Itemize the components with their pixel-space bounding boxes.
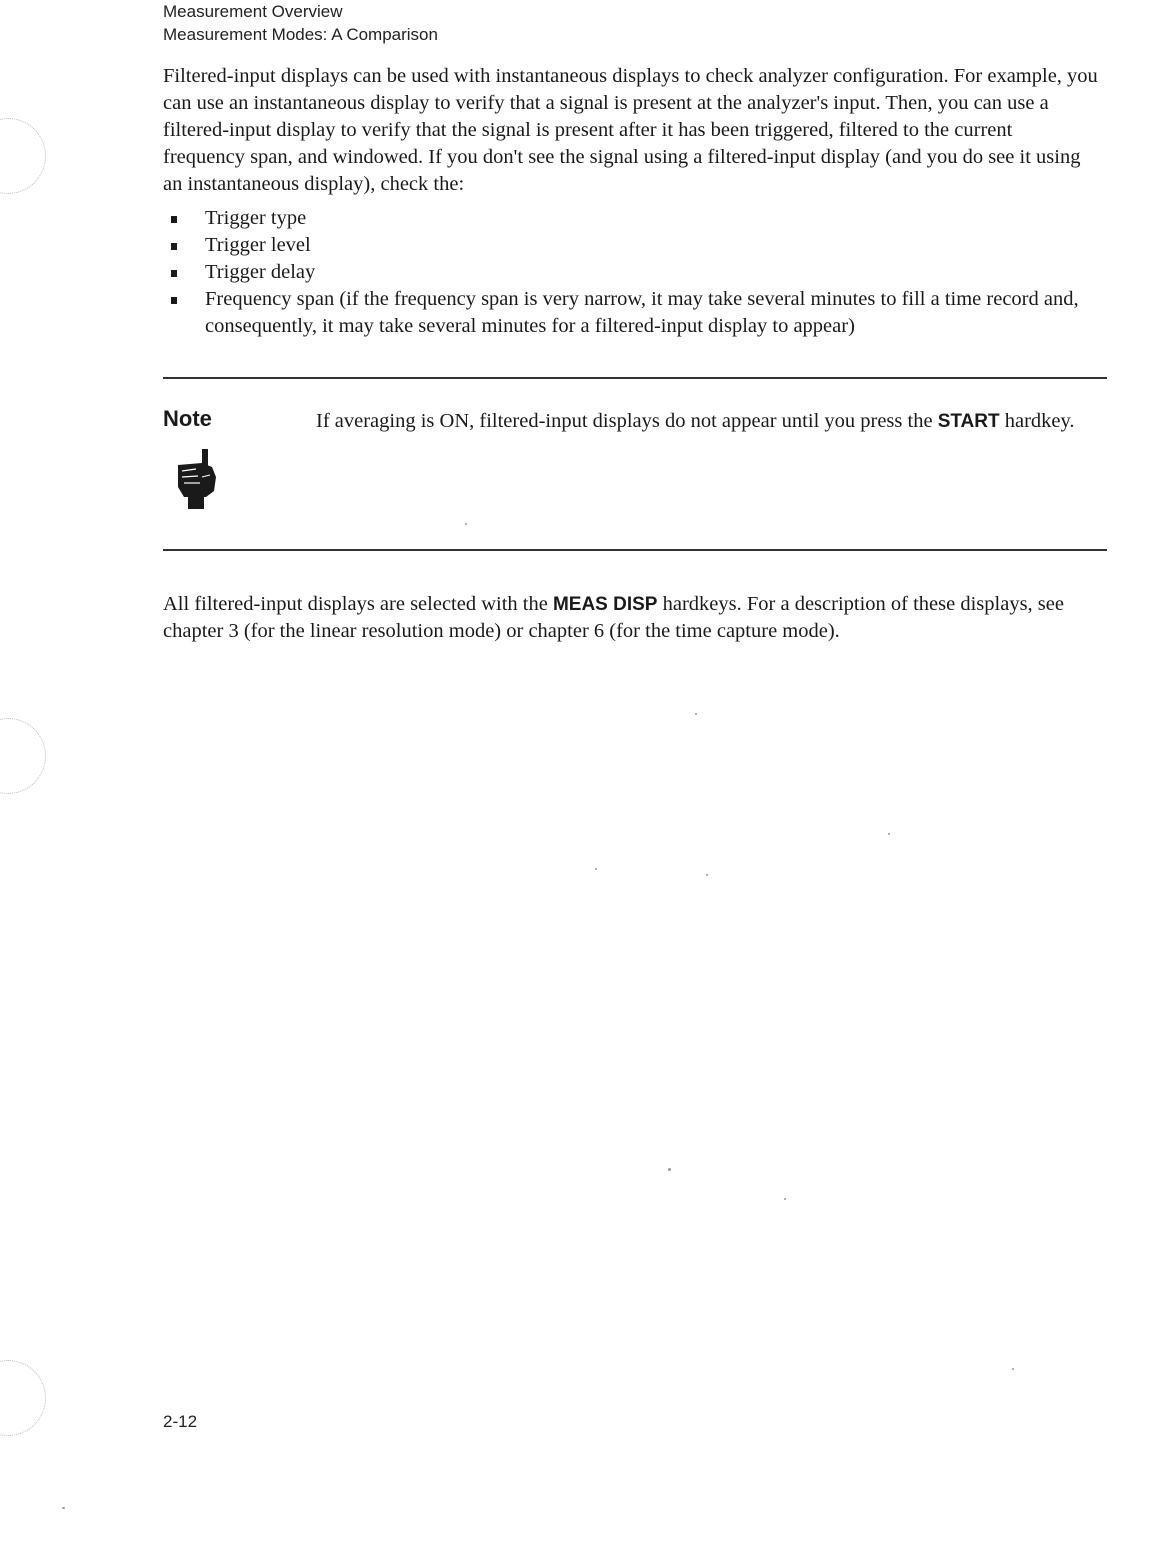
list-item-text: Trigger delay	[205, 261, 316, 283]
header-chapter-title: Measurement Overview	[163, 2, 343, 21]
selection-text-after: hardkeys. For a description of these displays, see chapter 3 (for the linear resolution mode) or chapter 6 (for the time capture mode).	[163, 593, 1064, 642]
square-bullet-icon	[171, 243, 177, 250]
scan-speck	[888, 833, 890, 835]
scan-speck	[706, 874, 708, 876]
list-item-text: Frequency span (if the frequency span is very narrow, it may take several minutes to fill a time record and, consequently, it may take several minutes for a filtered-input display to appear)	[205, 288, 1079, 337]
note-text-before: If averaging is ON, filtered-input displays do not appear until you press the	[316, 410, 938, 432]
list-item	[163, 232, 1098, 259]
punch-hole-middle	[0, 718, 46, 794]
note-bottom-divider	[163, 549, 1107, 551]
start-hardkey-label: START	[937, 411, 1000, 432]
header-section-title: Measurement Modes: A Comparison	[163, 25, 438, 44]
list-item	[163, 259, 1098, 286]
note-text-after: hardkey.	[999, 410, 1075, 432]
scan-speck	[595, 868, 597, 870]
note-top-divider	[163, 377, 1107, 379]
selection-paragraph	[163, 591, 1098, 645]
running-header	[163, 0, 438, 46]
square-bullet-icon	[171, 297, 177, 304]
punch-hole-top	[0, 118, 46, 194]
page-number: 2-12	[163, 1412, 198, 1431]
selection-text-before: All filtered-input displays are selected with the	[163, 593, 553, 615]
scan-speck	[62, 1507, 65, 1509]
check-list	[163, 205, 1098, 340]
meas-disp-hardkey-label: MEAS DISP	[552, 594, 658, 615]
intro-paragraph: Filtered-input displays can be used with instantaneous displays to check analyzer configuration. For example, you can use an instantaneous display to verify that a signal is present at the analyzer's input. Then, you can use a filtered-input display to verify that the signal is present after it has been triggered, filtered to the current frequency span, and windowed. If you don't see the signal using a filtered-input display (and you do see it using an instantaneous display), check the:	[163, 65, 1098, 195]
scan-speck	[1012, 1368, 1014, 1370]
scan-speck	[465, 523, 467, 525]
list-item-text: Trigger level	[205, 234, 311, 256]
list-item-text: Trigger type	[205, 207, 307, 229]
note-label: Note	[163, 406, 212, 431]
punch-hole-bottom	[0, 1360, 46, 1436]
note-text	[316, 408, 1106, 435]
scan-speck	[784, 1198, 786, 1200]
square-bullet-icon	[171, 270, 177, 277]
list-item	[163, 286, 1098, 340]
scan-speck	[695, 713, 697, 715]
square-bullet-icon	[171, 216, 177, 223]
scan-speck	[668, 1168, 671, 1171]
pointing-hand-icon	[172, 447, 228, 509]
list-item	[163, 205, 1098, 232]
